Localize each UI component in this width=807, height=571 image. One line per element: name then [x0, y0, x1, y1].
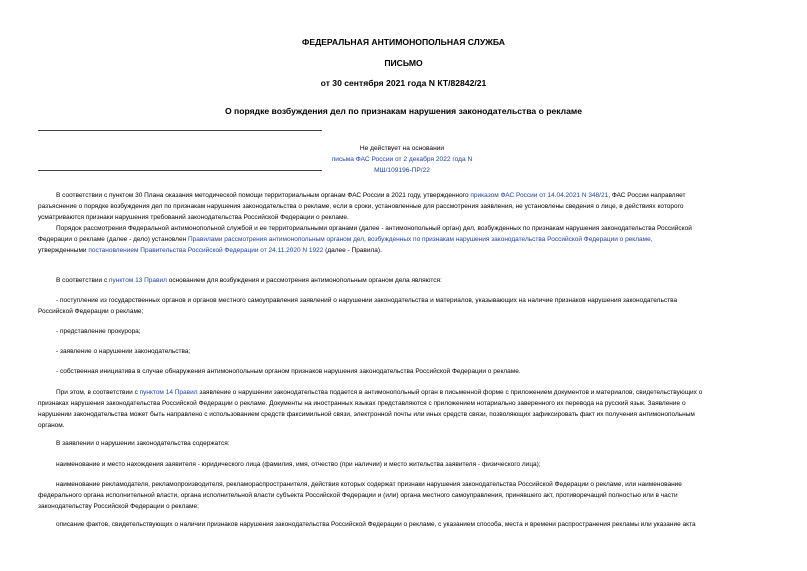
p1-line-2: разъяснение о порядке возбуждения дел по признакам нарушения законодательства о рекламе, если в сроки, установленные для рассмотрения заявления, не установлены сведения о лице, в действиях которого [38, 203, 684, 210]
p7-line: - собственная инициатива в случае обнаружения антимонопольным органом признаков нарушения законодательства Российской Федерации о рекламе. [56, 368, 521, 375]
paragraph-6 [38, 346, 769, 357]
p8-line-4: органом. [38, 422, 65, 429]
p8-text-b: заявление о нарушении законодательства подается в антимонопольный орган в письменной форме с приложением документов и материалов, свидетельствующих о [197, 389, 703, 396]
p1-text-a: В соответствии с пунктом 30 Плана оказания методической помощи территориальным органам ФАС России в 2021 году, утвержденного [56, 192, 471, 199]
p2-text-c: (далее - Правила). [323, 247, 382, 254]
p6-line: - заявление о нарушении законодательства; [56, 348, 191, 355]
paragraph-5 [38, 326, 769, 337]
p2-text-a: Федерации о рекламе (далее - дело) установлен [38, 236, 188, 243]
top-divider [38, 130, 322, 131]
status-text: Не действует на основании [359, 145, 445, 152]
p2-line-1: Порядок рассмотрения Федеральной антимонопольной службой и ее территориальными органами (далее - антимонопольный орган) дел, возбужденных по признакам нарушения законодательства Российской [56, 225, 692, 232]
status-link[interactable]: письма ФАС России от 2 декабря 2022 года N МШ/109196-ПР/22 [331, 156, 473, 174]
p8-text-a: При этом, в соответствии с [56, 389, 140, 396]
p9-line: В заявлении о нарушении законодательства содержатся: [56, 440, 230, 447]
p11-line-1: наименование рекламодателя, рекламопроизводителя, рекламораспространителя, действия которых содержат признаки нарушения законодательства Российской Федерации о рекламе, или наименование [56, 481, 682, 488]
p8-line-3: нарушении законодательства может быть направлено с использованием средств факсимильной связи, электронной почты или иных средств связи, позволяющих зафиксировать факт их получения антимонопольным [38, 411, 695, 418]
paragraph-2 [38, 223, 769, 256]
paragraph-10 [38, 459, 769, 470]
doc-title: О порядке возбуждения дел по признакам нарушения законодательства о рекламе [224, 106, 583, 116]
p4-line-1: - поступление из государственных органов и органов местного самоуправления заявлений о нарушении законодательства и материалов, указывающих на наличие признаков нарушения законодательства [56, 297, 678, 304]
org-name: ФЕДЕРАЛЬНАЯ АНТИМОНОПОЛЬНАЯ СЛУЖБА [302, 37, 505, 47]
rule14-link[interactable]: пунктом 14 Правил [139, 389, 198, 396]
doc-date-number: от 30 сентября 2021 года N КТ/82842/21 [320, 78, 487, 88]
paragraph-4 [38, 295, 769, 317]
p8-line-2: признаках нарушения законодательства Российской Федерации о рекламе. Документы на иностранных языках представляются с приложением нотариально заверенного их перевода на русский язык. Заявление о [38, 400, 686, 407]
paragraph-7 [38, 366, 769, 377]
bottom-divider [38, 170, 322, 171]
p12-line: описание фактов, свидетельствующих о наличии признаков нарушения законодательства Российской Федерации о рекламе, с указанием способа, места и времени распространения рекламы или указание акта [56, 521, 696, 528]
paragraph-8 [38, 387, 769, 431]
order-link[interactable]: приказом ФАС России от 14.04.2021 N 348/21 [470, 192, 609, 199]
resolution-link[interactable]: постановлением Правительства Российской Федерации от 24.11.2020 N 1922 [88, 247, 324, 254]
p3-text-a: В соответствии с [56, 277, 110, 284]
p5-line: - представление прокурора; [56, 328, 141, 335]
p11-line-3: законодательству Российской Федерации о рекламе; [38, 503, 199, 510]
paragraph-11 [38, 479, 769, 512]
p10-line: наименование и место нахождения заявителя - юридического лица (фамилия, имя, отчество (при наличии) и место жительства заявителя - физического лица); [56, 461, 541, 468]
paragraph-9 [38, 438, 769, 449]
p4-line-2: Российской Федерации о рекламе; [38, 308, 144, 315]
p1-text-b: , ФАС России направляет [608, 192, 686, 199]
p3-text-b: основанием для возбуждения и рассмотрения антимонопольным органом дела являются: [166, 277, 442, 284]
paragraph-3 [38, 275, 769, 286]
status-note [322, 143, 482, 176]
paragraph-1 [38, 190, 769, 223]
paragraph-12 [38, 519, 769, 530]
doc-type: ПИСЬМО [384, 58, 423, 68]
p1-line-3: усматриваются признаки нарушения требований законодательства Российской Федерации о рекламе. [38, 214, 349, 221]
rule13-link[interactable]: пунктом 13 Правил [109, 277, 167, 284]
p11-line-2: федерального органа исполнительной власти, органа исполнительной власти субъекта Российской Федерации и (или) органа местного самоуправления, принявшего акт, противоречащий полностью или в части [38, 492, 678, 499]
p2-text-b: утвержденными [38, 247, 89, 254]
rules-link[interactable]: Правилами рассмотрения антимонопольным органом дел, возбужденных по признакам нарушения законодательства Российской Федерации о рекламе, [187, 236, 653, 243]
